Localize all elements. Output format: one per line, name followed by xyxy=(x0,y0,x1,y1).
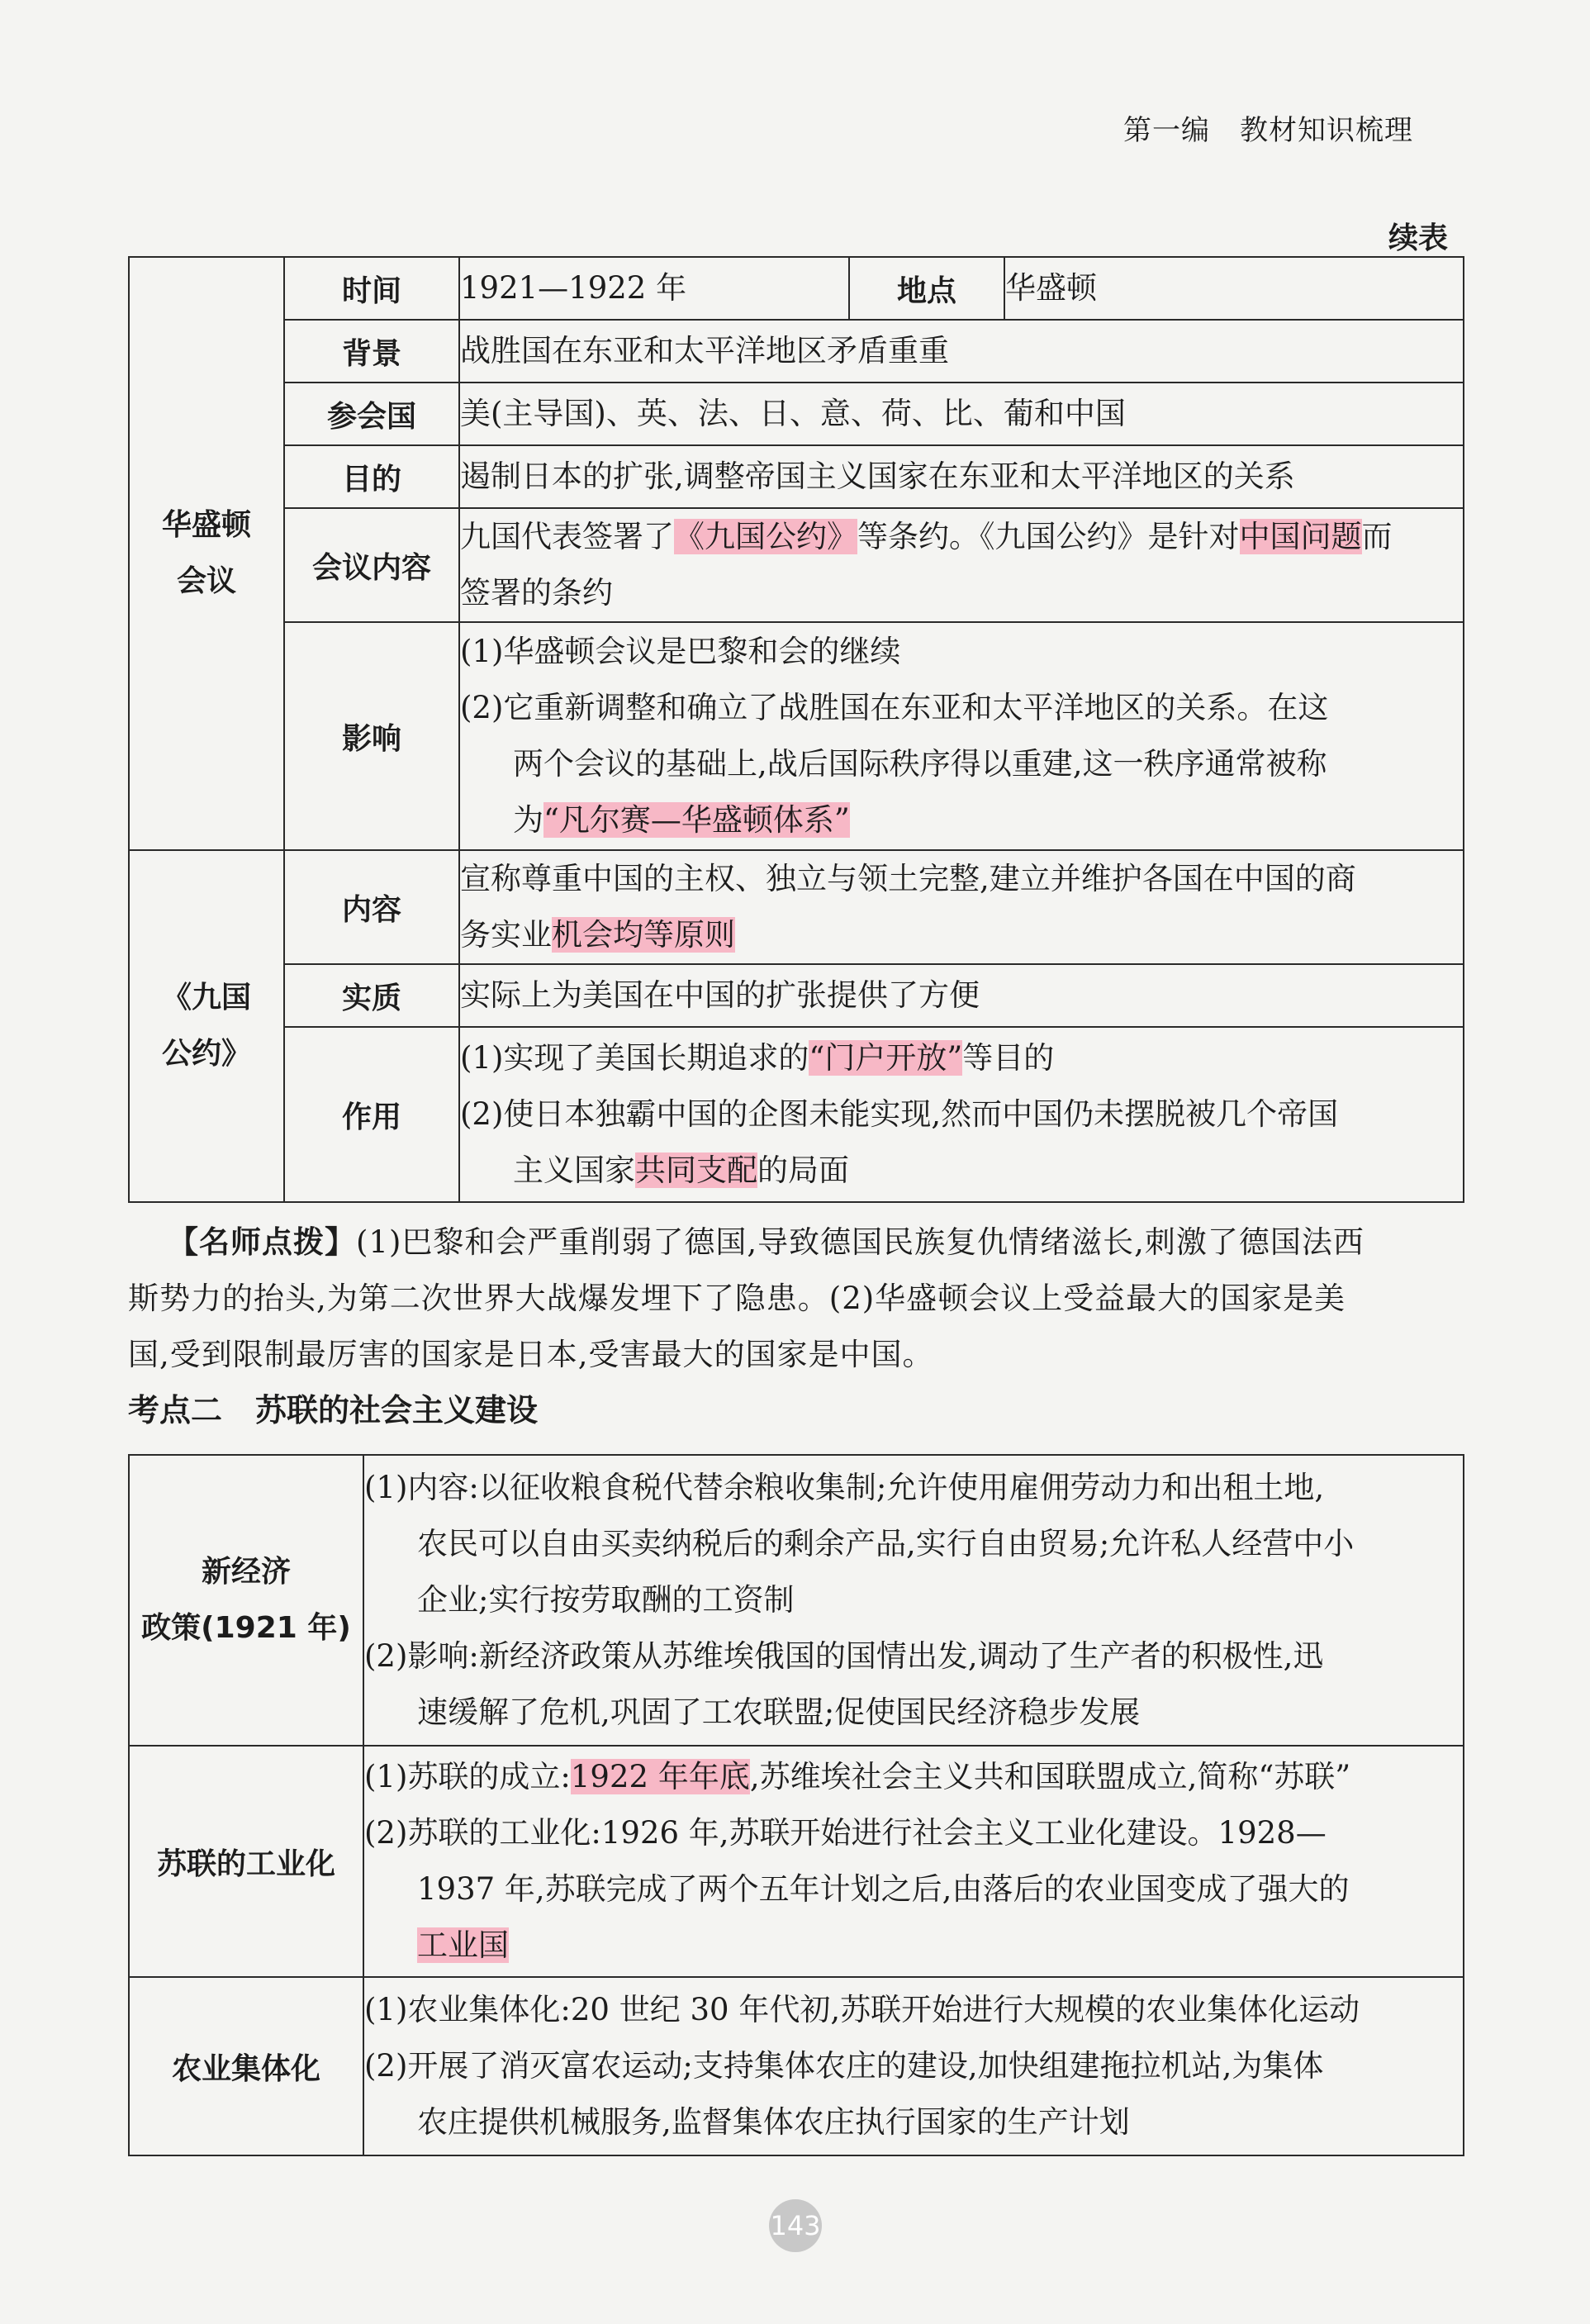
page-number: 143 xyxy=(769,2199,822,2252)
content-label: 会议内容 xyxy=(284,508,459,622)
continued-label: 续表 xyxy=(1388,221,1448,255)
industrialization-value: (1)苏联的成立:1922 年年底,苏维埃社会主义共和国联盟成立,简称“苏联” (2)苏联的工业化:1926 年,苏联开始进行社会主义工业化建设。1928— 1937 年,苏联完成了两个五年计划之后,由落后的农业国变成了强大的 工业国 xyxy=(363,1746,1464,1977)
place-label: 地点 xyxy=(849,257,1004,320)
section-title: 苏联的社会主义建设 xyxy=(255,1392,539,1428)
section-label: 考点二 xyxy=(128,1392,223,1428)
impact-value: (1)华盛顿会议是巴黎和会的继续 (2)它重新调整和确立了战胜国在东亚和太平洋地区的关系。在这 两个会议的基础上,战后国际秩序得以重建,这一秩序通常被称 为“凡尔赛—华盛顿体系” xyxy=(459,622,1464,850)
highlight-china-question: 中国问题 xyxy=(1239,519,1362,554)
highlight-joint-domination: 共同支配 xyxy=(635,1152,757,1188)
impact-label: 影响 xyxy=(284,622,459,850)
group-washington: 华盛顿 会议 xyxy=(129,257,284,850)
essence-value: 实际上为美国在中国的扩张提供了方便 xyxy=(459,964,1464,1027)
highlight-open-door: “门户开放” xyxy=(809,1040,963,1076)
highlight-versailles-washington-system: “凡尔赛—华盛顿体系” xyxy=(543,802,850,838)
background-value: 战胜国在东亚和太平洋地区矛盾重重 xyxy=(459,320,1464,383)
treaty-content-label: 内容 xyxy=(284,850,459,964)
place-value: 华盛顿 xyxy=(1004,257,1464,320)
background-label: 背景 xyxy=(284,320,459,383)
time-value: 1921—1922 年 xyxy=(459,257,849,320)
participants-value: 美(主导国)、英、法、日、意、荷、比、葡和中国 xyxy=(459,383,1464,445)
collectivization-label: 农业集体化 xyxy=(129,1977,363,2155)
nep-value: (1)内容:以征收粮食税代替余粮收集制;允许使用雇佣劳动力和出租土地, 农民可以自由买卖纳税后的剩余产品,实行自由贸易;允许私人经营中小 企业;实行按劳取酬的工资制 (2)影响:新经济政策从苏维埃俄国的国情出发,调动了生产者的积极性,迅 速缓解了危机,巩固了工农联盟;促使国民经济稳步发展 xyxy=(363,1455,1464,1746)
header-title: 教材知识梳理 xyxy=(1240,114,1413,147)
time-label: 时间 xyxy=(284,257,459,320)
essence-label: 实质 xyxy=(284,964,459,1027)
treaty-content-value: 宣称尊重中国的主权、独立与领土完整,建立并维护各国在中国的商 务实业机会均等原则 xyxy=(459,850,1464,964)
participants-label: 参会国 xyxy=(284,383,459,445)
purpose-label: 目的 xyxy=(284,445,459,508)
role-label: 作用 xyxy=(284,1027,459,1202)
content-value: 九国代表签署了《九国公约》等条约。《九国公约》是针对中国问题而 签署的条约 xyxy=(459,508,1464,622)
highlight-industrial-country: 工业国 xyxy=(417,1927,509,1963)
highlight-nine-power-treaty: 《九国公约》 xyxy=(674,519,857,554)
highlight-equal-opportunity: 机会均等原则 xyxy=(552,917,735,953)
page-header xyxy=(1123,107,1413,148)
header-part: 第一编 xyxy=(1123,114,1210,147)
nep-label: 新经济 政策(1921 年) xyxy=(129,1455,363,1746)
industrialization-label: 苏联的工业化 xyxy=(129,1746,363,1977)
washington-conference-table xyxy=(128,256,1464,1203)
highlight-1922-year-end: 1922 年年底 xyxy=(570,1759,750,1794)
soviet-construction-table xyxy=(128,1454,1464,2156)
tip-label: 【名师点拨】 xyxy=(168,1224,356,1260)
teacher-tip: 【名师点拨】(1)巴黎和会严重削弱了德国,导致德国民族复仇情绪滋长,刺激了德国法西 斯势力的抬头,为第二次世界大战爆发埋下了隐患。(2)华盛顿会议上受益最大的国家是美 国,受到限制最厉害的国家是日本,受害最大的国家是中国。 xyxy=(128,1224,1365,1372)
role-value: (1)实现了美国长期追求的“门户开放”等目的 (2)使日本独霸中国的企图未能实现,然而中国仍未摆脱被几个帝国 主义国家共同支配的局面 xyxy=(459,1027,1464,1202)
collectivization-value: (1)农业集体化:20 世纪 30 年代初,苏联开始进行大规模的农业集体化运动 (2)开展了消灭富农运动;支持集体农庄的建设,加快组建拖拉机站,为集体 农庄提供机械服务,监督集体农庄执行国家的生产计划 xyxy=(363,1977,1464,2155)
section-heading xyxy=(128,1385,538,1430)
group-nine-power-treaty: 《九国 公约》 xyxy=(129,850,284,1202)
purpose-value: 遏制日本的扩张,调整帝国主义国家在东亚和太平洋地区的关系 xyxy=(459,445,1464,508)
